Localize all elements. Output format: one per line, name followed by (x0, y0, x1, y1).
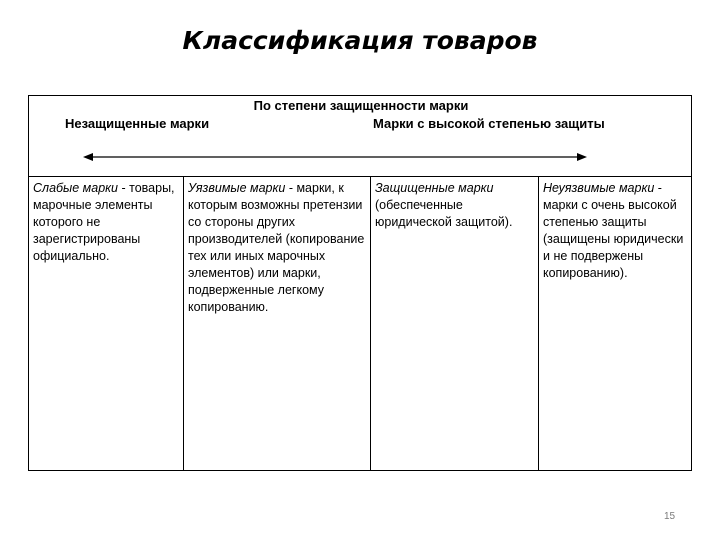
cell-definition: - марки с очень высокой степенью защиты (защищены юридически и не подвержены копированию). (543, 181, 684, 280)
table-cell-vulnerable-marks (184, 177, 371, 470)
double-arrow-icon (83, 150, 587, 164)
slide-title: Классификация товаров (182, 26, 538, 55)
cell-definition: - товары, марочные элементы которого не зарегистрированы официально. (33, 181, 175, 263)
header-left-label: Незащищенные марки (65, 116, 210, 131)
cell-term: Уязвимые марки (188, 181, 286, 195)
table-body-row (28, 176, 692, 471)
cell-definition: - марки, к которым возможны претензии со стороны других производителей (копирование тех или иных марочных элементов) или марки, подверженные легкому копированию. (188, 181, 365, 314)
table-cell-protected-marks (371, 177, 539, 470)
table-cell-weak-marks (29, 177, 184, 470)
cell-term: Неуязвимые марки (543, 181, 655, 195)
table-header-row (28, 95, 692, 177)
cell-term: Защищенные марки (375, 181, 494, 195)
header-right-label: Марки с высокой степенью защиты (373, 116, 605, 131)
cell-term: Слабые марки (33, 181, 119, 195)
table-cell-invulnerable-marks (539, 177, 691, 470)
header-title: По степени защищенности марки (253, 98, 469, 113)
cell-definition: (обеспеченные юридической защитой). (375, 198, 513, 229)
classification-table (28, 95, 692, 471)
page-number: 15 (664, 511, 676, 522)
